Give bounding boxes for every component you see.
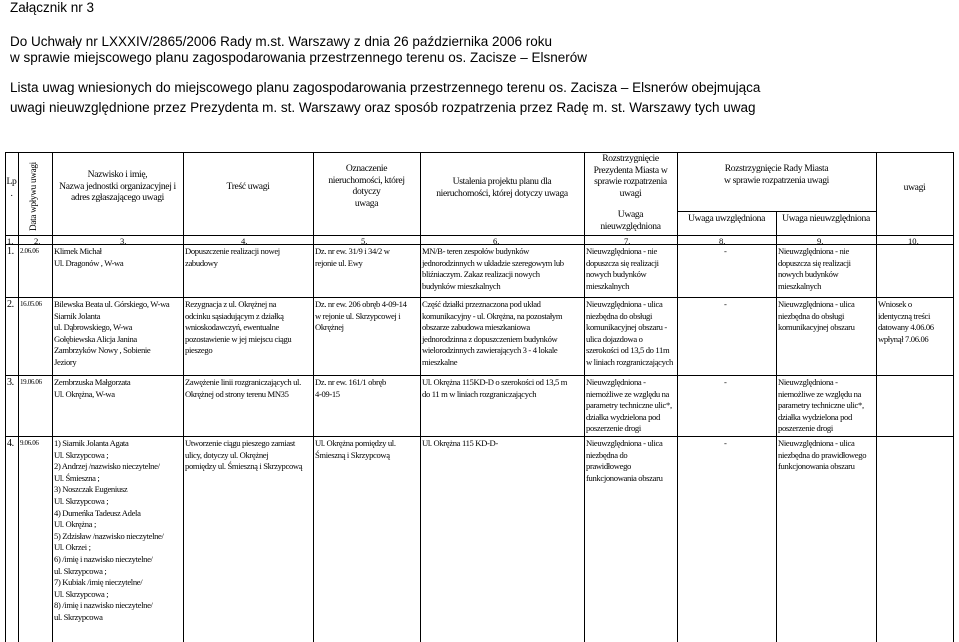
header-bottom-line <box>5 235 953 236</box>
attachment-label: Załącznik nr 3 <box>10 0 95 15</box>
title-line-1: Lista uwag wniesionych do miejscowego planu zagospodarowania przestrzennego terenu os. Zacisza – Elsnerów obejmująca <box>10 80 761 95</box>
row-council-rejected: Nieuwzględniona - ulica niezbędna do prawidłowego funkcjonowania obszaru <box>778 438 867 472</box>
row-3-bottom-line <box>5 436 953 437</box>
row-content: Utworzenie ciągu pieszego zamiast ulicy, dotyczy ul. Okrężnej pomiędzy ul. Śmieszną i Skrzypcową <box>185 438 303 472</box>
row-lp: 1. <box>7 246 14 257</box>
header-council-accepted: Uwaga uwzględniona <box>687 213 766 224</box>
header-lp: Lp . <box>6 176 17 199</box>
row-council-accepted: - <box>724 246 727 256</box>
header-remarks: uwagi <box>903 182 926 193</box>
col-border-10 <box>953 152 954 642</box>
row-council-rejected: Nieuwzględniona - niemożliwe ze względu na parametry techniczne ulic*, działka wydzielona pod poszerzenie drogi <box>778 377 864 434</box>
row-remarks: Wniosek o identyczną treści datowany 4.06.06 wpłynął 7.06.06 <box>878 299 934 344</box>
col-border-3 <box>183 152 184 642</box>
row-1-bottom-line <box>5 297 953 298</box>
numbers-bottom-line <box>5 244 953 245</box>
row-property: Dz. nr ew. 206 obręb 4-09-14 w rejonie ul. Skrzypcowej i Okrężnej <box>315 299 407 333</box>
row-date: 9.06.06 <box>20 439 39 447</box>
row-council-rejected: Nieuwzględniona - nie dopuszcza się realizacji nowych budynków mieszkalnych <box>778 246 851 291</box>
row-name: Zembrzuska Małgorzata Ul. Okrężna, W-wa <box>54 377 131 399</box>
header-mayor-sub: Uwaga nieuwzględniona <box>600 209 661 232</box>
row-plan: Część działki przeznaczona pod układ komunikacyjny - ul. Okrężna, na pozostałym obszarze zabudowa mieszkaniowa jednorodzinna z dopuszczeniem budynków wielorodzinnych zawierających 3 - 4 lokale mieszkalne <box>422 299 563 367</box>
row-lp: 3. <box>7 377 14 388</box>
row-property: Ul. Okrężna pomiędzy ul. Śmieszną i Skrzypcową <box>315 438 396 460</box>
header-name: Nazwisko i imię, Nazwa jednostki organizacyjnej i adres zgłaszającego uwagi <box>59 169 176 204</box>
row-content: Dopuszczenie realizacji nowej zabudowy <box>185 246 280 268</box>
column-number: 6. <box>493 236 500 246</box>
row-2-bottom-line <box>5 375 953 376</box>
header-plan: Ustalenia projektu planu dla nieruchomości, której dotyczy uwaga <box>436 176 568 199</box>
header-content: Treść uwagi <box>226 181 270 192</box>
col-border-8 <box>776 211 777 642</box>
row-plan: MN/B- teren zespołów budynków jednorodzinnych w układzie szeregowym lub bliźniaczym. Zakaz realizacji nowych budynków mieszkalnych <box>422 246 564 291</box>
header-date: Data wpływu uwagi <box>28 162 38 231</box>
row-property: Dz. nr ew. 161/1 obręb 4-09-15 <box>315 377 386 399</box>
row-council-accepted: - <box>724 299 727 309</box>
row-mayor-decision: Nieuwzględniona - niemożliwe ze względu na parametry techniczne ulic*, działka wydzielona pod poszerzenie drogi <box>586 377 672 434</box>
col-border-2 <box>52 152 53 642</box>
resolution-line-2: w sprawie miejscowego planu zagospodarowania przestrzennego terenu os. Zacisze – Elsnerów <box>10 50 588 65</box>
col-border-7 <box>677 152 678 642</box>
row-name: Bilewska Beata ul. Górskiego, W-wa Siarnik Jolanta ul. Dąbrowskiego, W-wa Gołębiewska Alicja Janina Zambrzyków Nowy , Sobienie Jeziory <box>54 299 170 367</box>
title-line-2: uwagi nieuwzględnione przez Prezydenta m. st. Warszawy oraz sposób rozpatrzenia przez Radę m. st. Warszawy tych uwag <box>10 100 756 115</box>
column-number: 1. <box>7 236 14 246</box>
col-border-1 <box>18 152 19 642</box>
row-content: Zawężenie linii rozgraniczających ul. Okrężnej od strony terenu MN35 <box>185 377 301 399</box>
row-mayor-decision: Nieuwzględniona - ulica niezbędna do obsługi komunikacyjnej obszaru - ulica dojazdowa o szerokości od 13,5 do 11m w liniach rozgraniczających <box>586 299 673 367</box>
header-mayor: Rozstrzygnięcie Prezydenta Miasta w sprawie rozpatrzenia uwagi <box>593 153 668 199</box>
column-number: 10. <box>908 236 919 246</box>
col-border-5 <box>420 152 421 642</box>
column-number: 3. <box>120 236 127 246</box>
row-plan: Ul. Okrężna 115 KD-D- <box>422 438 498 448</box>
header-council: Rozstrzygnięcie Rady Miasta w sprawie rozpatrzenia uwagi <box>723 163 829 186</box>
row-lp: 2. <box>7 299 14 310</box>
row-lp: 4. <box>7 438 14 449</box>
column-number: 9. <box>817 236 824 246</box>
row-name: 1) Siarnik Jolanta Agata Ul. Skrzypcowa ; 2) Andrzej /nazwisko nieczytelne/ Ul. Śmieszna ; 3) Noszczak Eugeniusz Ul. Skrzypcowa ; 4) Dumeńka Tadeusz Adela Ul. Okrężna ; 5) Zdzisław /nazwisko nieczytelne/ Ul. Okrzei ; 6) /imię i nazwisko nieczytelne/ ul. Skrzypcowa ; 7) Kubiak /imię nieczytelne/ Ul. Skrzypcowa ; 8) /imię i nazwisko nieczytelne/ ul. Skrzypcowa <box>54 438 164 622</box>
row-mayor-decision: Nieuwzględniona - ulica niezbędna do prawidłowego funkcjonowania obszaru <box>586 438 663 483</box>
column-number: 2. <box>34 236 41 246</box>
row-date: 16.05.06 <box>20 300 42 308</box>
row-property: Dz. nr ew. 31/9 i 34/2 w rejonie ul. Ewy <box>315 246 390 268</box>
row-date: 19.06.06 <box>20 378 42 386</box>
column-number: 4. <box>241 236 248 246</box>
row-council-accepted: - <box>724 438 727 448</box>
row-date: 2.06.06 <box>20 247 39 255</box>
resolution-line-1: Do Uchwały nr LXXXIV/2865/2006 Rady m.st. Warszawy z dnia 26 października 2006 roku <box>10 34 553 49</box>
column-number: 8. <box>719 236 726 246</box>
header-property: Oznaczenie nieruchomości, której dotyczy uwaga <box>328 163 405 209</box>
column-number: 5. <box>361 236 368 246</box>
table-top-border <box>5 152 953 153</box>
column-number: 7. <box>624 236 631 246</box>
col-border-9 <box>876 152 877 642</box>
header-council-rejected: Uwaga nieuwzględniona <box>782 213 870 224</box>
col-border-0 <box>5 152 6 642</box>
row-council-rejected: Nieuwzględniona - ulica niezbędna do obsługi komunikacyjnej obszaru <box>778 299 855 333</box>
row-council-accepted: - <box>724 377 727 387</box>
row-mayor-decision: Nieuwzględniona - nie dopuszcza się realizacji nowych budynków mieszkalnych <box>586 246 659 291</box>
row-name: Klimek Michał Ul. Dragonów , W-wa <box>54 246 124 268</box>
row-plan: Ul. Okrężna 115KD-D o szerokości od 13,5 m do 11 m w liniach rozgraniczających <box>422 377 568 399</box>
row-content: Rezygnacja z ul. Okrężnej na odcinku sąsiadującym z działką wnioskodawczyń, ewentualne pozostawienie w jej miejscu ciągu pieszego <box>185 299 292 356</box>
col-border-4 <box>313 152 314 642</box>
